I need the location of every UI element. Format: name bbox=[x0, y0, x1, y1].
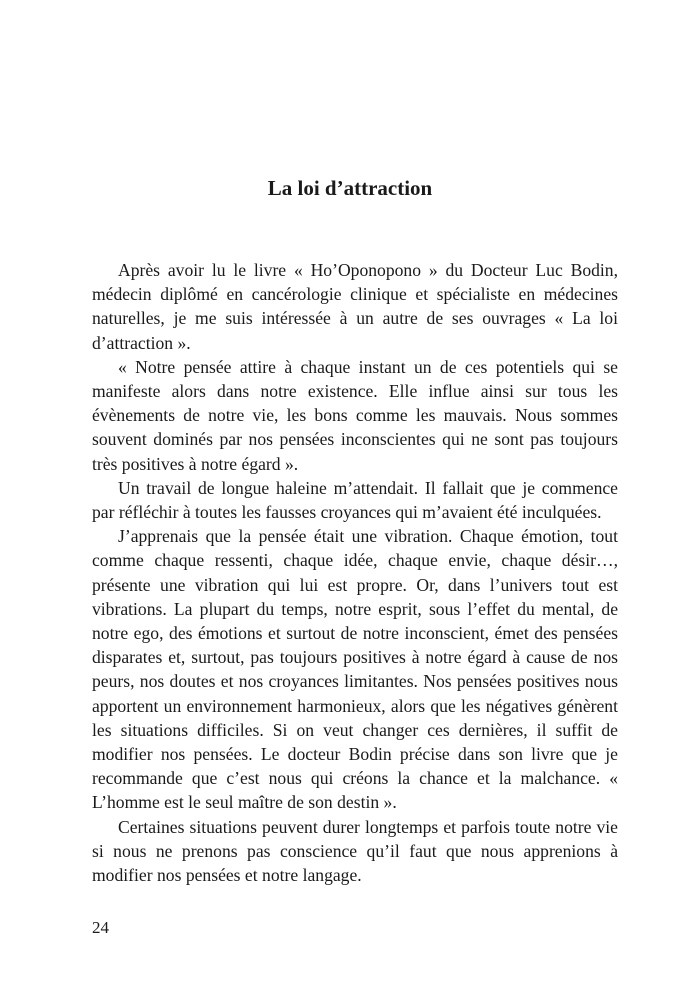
page-number: 24 bbox=[92, 918, 109, 937]
chapter-title: La loi d’attraction bbox=[267, 176, 433, 200]
paragraph: « Notre pensée attire à chaque instant un de ces potentiels qui se manifeste alors dans notre existence. Elle influe ainsi sur tous les évènements de notre vie, les bons comme les mauvais. Nous sommes souvent dominés par nos pensées inconscientes qui ne sont pas toujours très positives à notre égard ». bbox=[92, 356, 618, 474]
body-text bbox=[92, 258, 618, 887]
paragraph: Certaines situations peuvent durer longtemps et parfois toute notre vie si nous ne prenons pas conscience qu’il faut que nous apprenions à modifier nos pensées et notre langage. bbox=[92, 816, 618, 886]
paragraph: Un travail de longue haleine m’attendait. Il fallait que je commence par réfléchir à toutes les fausses croyances qui m’avaient été inculquées. bbox=[92, 477, 618, 523]
paragraph: J’apprenais que la pensée était une vibration. Chaque émotion, tout comme chaque ressenti, chaque idée, chaque envie, chaque désir…, présente une vibration qui lui est propre. Or, dans l’univers tout est vibrations. La plupart du temps, notre esprit, sous l’effet du mental, de notre ego, des émotions et surtout de notre inconscient, émet des pensées disparates et, surtout, pas toujours positives à notre égard à cause de nos peurs, nos doutes et nos croyances limitantes. Nos pensées positives nous apportent un environnement harmonieux, alors que les négatives génèrent les situations difficiles. Si on veut changer ces dernières, il suffit de modifier nos pensées. Le docteur Bodin précise dans son livre que je recommande que c’est nous qui créons la chance et la malchance. « L’homme est le seul maître de son destin ». bbox=[92, 526, 618, 813]
paragraph: Après avoir lu le livre « Ho’Oponopono » du Docteur Luc Bodin, médecin diplômé en cancérologie clinique et spécialiste en médecines naturelles, je me suis intéressée à un autre de ses ouvrages « La loi d’attraction ». bbox=[92, 260, 618, 353]
